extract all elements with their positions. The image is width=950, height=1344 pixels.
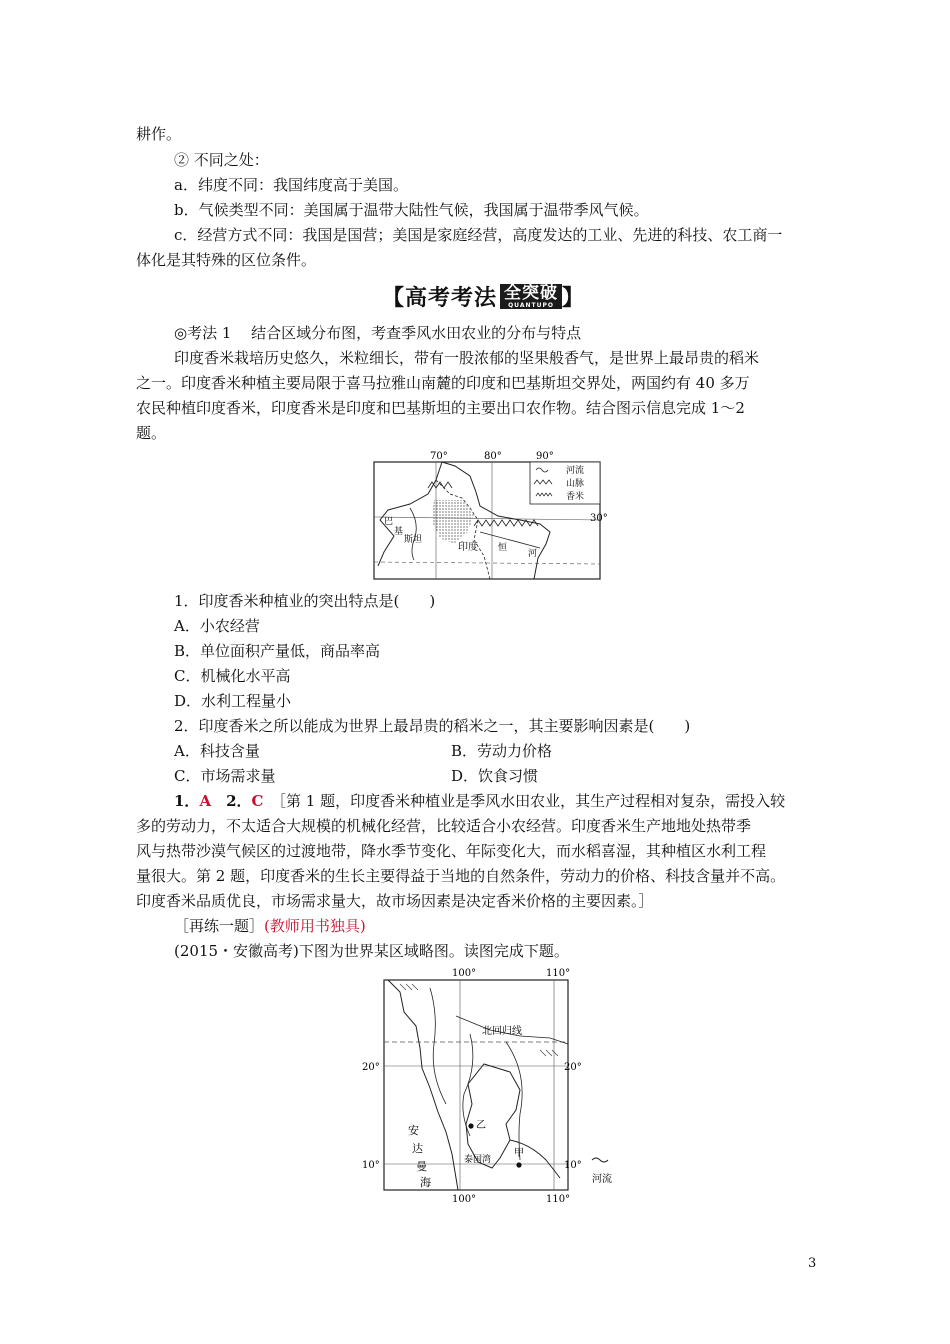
map2-lat-20-right: 20° xyxy=(564,1062,582,1073)
answer-num-1: 1． xyxy=(174,792,200,810)
method-p4: 题。 xyxy=(136,424,167,442)
title-badge-text: 全突破 xyxy=(504,282,559,303)
map2-lon-110-top: 110° xyxy=(546,968,571,979)
map2-lat-20-left: 20° xyxy=(362,1062,380,1073)
map1-legend-mountain: 山脉 xyxy=(566,479,585,489)
q2-option-d: D．饮食习惯 xyxy=(451,767,539,785)
q1-option-a: A．小农经营 xyxy=(174,617,260,635)
map2-sea-hai: 海 xyxy=(420,1176,431,1189)
map2-sea-man: 曼 xyxy=(416,1160,427,1173)
intro-line-6: 体化是其特殊的区位条件。 xyxy=(136,251,317,269)
q1-option-d: D．水利工程量小 xyxy=(174,692,292,710)
map2-sea-da: 达 xyxy=(412,1142,423,1155)
map2-sea-an: 安 xyxy=(408,1124,419,1137)
map1-label-heng: 恒 xyxy=(498,543,508,553)
intro-line-2: ② 不同之处： xyxy=(174,151,269,169)
map2-lon-110-bottom: 110° xyxy=(546,1194,571,1205)
map1-lon-80: 80° xyxy=(484,451,502,462)
map2-lon-100-bottom: 100° xyxy=(452,1194,477,1205)
answer-explain-1: ［第 1 题，印度香米种植业是季风水田农业，其生产过程相对复杂，需投入较 xyxy=(278,792,786,810)
method-p1: 印度香米栽培历史悠久，米粒细长，带有一股浓郁的坚果般香气，是世界上最昂贵的稻米 xyxy=(174,349,760,367)
intro-line-1: 耕作。 xyxy=(136,125,182,143)
map1-label-he: 河 xyxy=(528,549,538,559)
map1-label-ji: 基 xyxy=(394,527,404,537)
map2-point-jia: 甲 xyxy=(514,1148,524,1159)
intro-line-3: a．纬度不同：我国纬度高于美国。 xyxy=(174,176,408,194)
practice-note: (教师用书独具) xyxy=(264,917,366,935)
section-title xyxy=(382,282,585,310)
method-p2: 之一。印度香米种植主要局限于喜马拉雅山南麓的印度和巴基斯坦交界处，两国约有 40 多万 xyxy=(136,374,750,392)
map2-legend-river: 河流 xyxy=(592,1174,612,1185)
answer-line-3: 风与热带沙漠气候区的过渡地带，降水季节变化、年际变化大，而水稻喜湿，其种植区水利工程 xyxy=(136,842,767,860)
q2-stem: 2．印度香米之所以能成为世界上最昂贵的稻米之一，其主要影响因素是( ) xyxy=(174,717,691,735)
map2-lat-10-left: 10° xyxy=(362,1160,380,1171)
practice-source: (2015・安徽高考)下图为世界某区域略图。读图完成下题。 xyxy=(174,942,569,960)
answer-line-5: 印度香米品质优良，市场需求量大，故市场因素是决定香米价格的主要因素。］ xyxy=(136,892,654,910)
answer-line-4: 量很大。第 2 题，印度香米的生长主要得益于当地的自然条件，劳动力的价格、科技含量并不高。 xyxy=(136,867,786,885)
practice-label: ［再练一题］ xyxy=(174,917,265,935)
answer-key-2: C xyxy=(251,792,264,810)
title-bracket-open: 【 xyxy=(382,285,406,311)
practice-line xyxy=(174,916,366,936)
q2-option-c: C．市场需求量 xyxy=(174,767,276,785)
method-p3: 农民种植印度香米，印度香米是印度和巴基斯坦的主要出口农作物。结合图示信息完成 1～2 xyxy=(136,399,745,417)
map1-lat-30: 30° xyxy=(590,513,608,524)
map1-lon-90: 90° xyxy=(536,451,554,462)
map1-legend-river: 河流 xyxy=(566,466,585,476)
map1-lon-70: 70° xyxy=(430,451,448,462)
map1-label-sitan: 斯坦 xyxy=(404,535,423,545)
map1-label-india: 印度 xyxy=(458,542,478,553)
q1-option-c: C．机械化水平高 xyxy=(174,667,291,685)
title-badge xyxy=(500,284,562,309)
intro-line-5: c．经营方式不同：我国是国营；美国是家庭经营，高度发达的工业、先进的科技、农工商一 xyxy=(174,226,783,244)
map2-tropic: 北回归线 xyxy=(482,1026,522,1037)
answer-line-1 xyxy=(174,791,785,811)
map2-gulf: 泰国湾 xyxy=(464,1155,492,1165)
method-heading: ◎考法 1 结合区域分布图，考查季风水田农业的分布与特点 xyxy=(174,324,582,342)
map-india-rice xyxy=(370,448,610,583)
map2-point-yi: 乙 xyxy=(476,1120,486,1131)
map1-legend-rice: 香米 xyxy=(566,492,585,502)
q1-option-b: B．单位面积产量低，商品率高 xyxy=(174,642,381,660)
answer-line-2: 多的劳动力，不太适合大规模的机械化经营，比较适合小农经营。印度香米生产地地处热带季 xyxy=(136,817,752,835)
q2-option-b: B．劳动力价格 xyxy=(451,742,553,760)
answer-num-2: 2． xyxy=(226,792,252,810)
title-main: 高考考法 xyxy=(405,285,498,311)
map2-lon-100-top: 100° xyxy=(452,968,477,979)
q2-option-a: A．科技含量 xyxy=(174,742,260,760)
q1-stem: 1．印度香米种植业的突出特点是( ) xyxy=(174,592,436,610)
page-number: 3 xyxy=(808,1256,817,1271)
intro-line-4: b．气候类型不同：美国属于温带大陆性气候，我国属于温带季风气候。 xyxy=(174,201,649,219)
map1-label-ba: 巴 xyxy=(384,517,394,527)
map-southeast-asia xyxy=(360,964,630,1208)
title-bracket-close: 】 xyxy=(562,285,586,311)
map2-lat-10-right: 10° xyxy=(564,1160,582,1171)
answer-key-1: A xyxy=(199,792,212,810)
title-badge-sub: QUANTUPO xyxy=(508,301,554,309)
